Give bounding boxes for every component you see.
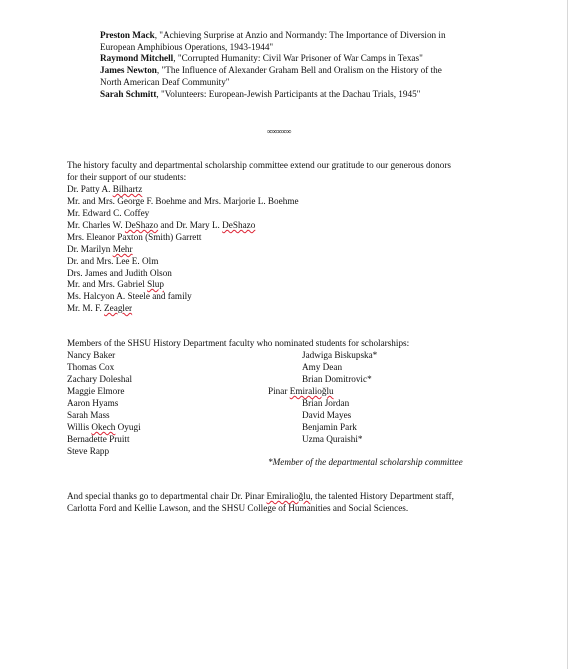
donor-item: Dr. Marilyn Mehr	[67, 244, 133, 254]
faculty-item: Nancy Baker	[67, 350, 116, 360]
section-ornament: ∞∞∞∞∞	[267, 127, 291, 136]
committee-note: *Member of the departmental scholarship committee	[268, 457, 463, 467]
recipient-line	[100, 53, 423, 65]
donor-item: Mr. and Mrs. George F. Boehme and Mrs. Marjorie L. Boehme	[67, 196, 299, 206]
donor-item: Ms. Halcyon A. Steele and family	[67, 291, 192, 301]
donors-intro-continued: for their support of our students:	[67, 172, 187, 182]
faculty-item: Willis Okech Oyugi	[67, 422, 141, 432]
faculty-item: Thomas Cox	[67, 362, 115, 372]
faculty-item: Benjamin Park	[302, 422, 357, 432]
recipient-name: James Newton	[100, 65, 157, 75]
thanks-paragraph-continued: Carlotta Ford and Kellie Lawson, and the SHSU College of Humanities and Social Sciences.	[67, 503, 409, 513]
faculty-intro: Members of the SHSU History Department faculty who nominated students for scholarships:	[67, 338, 410, 348]
faculty-item: Maggie Elmore	[67, 386, 125, 396]
thanks-paragraph: And special thanks go to departmental chair Dr. Pinar Emiralioğlu, the talented History Department staff,	[67, 491, 454, 501]
recipient-line	[100, 65, 442, 77]
donor-item: Mr. M. F. Zeagler	[67, 303, 133, 313]
faculty-item: Steve Rapp	[67, 446, 110, 456]
recipient-title-continued: European Amphibious Operations, 1943-1944"	[100, 41, 274, 52]
faculty-item: David Mayes	[302, 410, 352, 420]
recipient-name: Sarah Schmitt	[100, 88, 157, 99]
donor-item: Mrs. Eleanor Paxton (Smith) Garrett	[67, 232, 202, 242]
recipient-title: , "Volunteers: European-Jewish Participants at the Dachau Trials, 1945"	[156, 88, 421, 99]
faculty-item: Amy Dean	[302, 362, 343, 372]
recipient-name: Raymond Mitchell	[100, 53, 174, 63]
donor-item: Mr. and Mrs. Gabriel Slup	[67, 279, 164, 289]
recipient-line	[100, 89, 420, 101]
faculty-item: Zachary Doleshal	[67, 374, 133, 384]
recipient-title: , "Corrupted Humanity: Civil War Prisoner of War Camps in Texas"	[173, 53, 423, 63]
recipient-title-continued: North American Deaf Community"	[100, 76, 230, 87]
recipient-title: , "The Influence of Alexander Graham Bell and Oralism on the History of the	[156, 65, 442, 75]
recipient-line	[100, 30, 446, 42]
recipient-name: Preston Mack	[100, 30, 155, 40]
donor-item: Drs. James and Judith Olson	[67, 268, 172, 278]
donor-item: Mr. Edward C. Coffey	[67, 208, 150, 218]
faculty-item: Brian Domitrovic*	[302, 374, 372, 384]
faculty-item: Uzma Quraishi*	[302, 434, 363, 444]
faculty-item: Sarah Mass	[67, 410, 110, 420]
faculty-item: Pinar Emiralioğlu	[268, 386, 334, 396]
donor-item: Dr. Patty A. Bilhartz	[67, 184, 143, 194]
donors-intro: The history faculty and departmental scholarship committee extend our gratitude to our generous donors	[67, 160, 451, 170]
recipient-title: , "Achieving Surprise at Anzio and Normandy: The Importance of Diversion in	[154, 30, 446, 40]
faculty-item: Jadwiga Biskupska*	[302, 350, 378, 360]
donor-item: Dr. and Mrs. Lee E. Olm	[67, 256, 159, 266]
donor-item: Mr. Charles W. DeShazo and Dr. Mary L. DeShazo	[67, 220, 256, 230]
faculty-item: Bernadette Pruitt	[67, 434, 130, 444]
faculty-item: Aaron Hyams	[67, 398, 119, 408]
faculty-item: Brian Jordan	[302, 398, 350, 408]
